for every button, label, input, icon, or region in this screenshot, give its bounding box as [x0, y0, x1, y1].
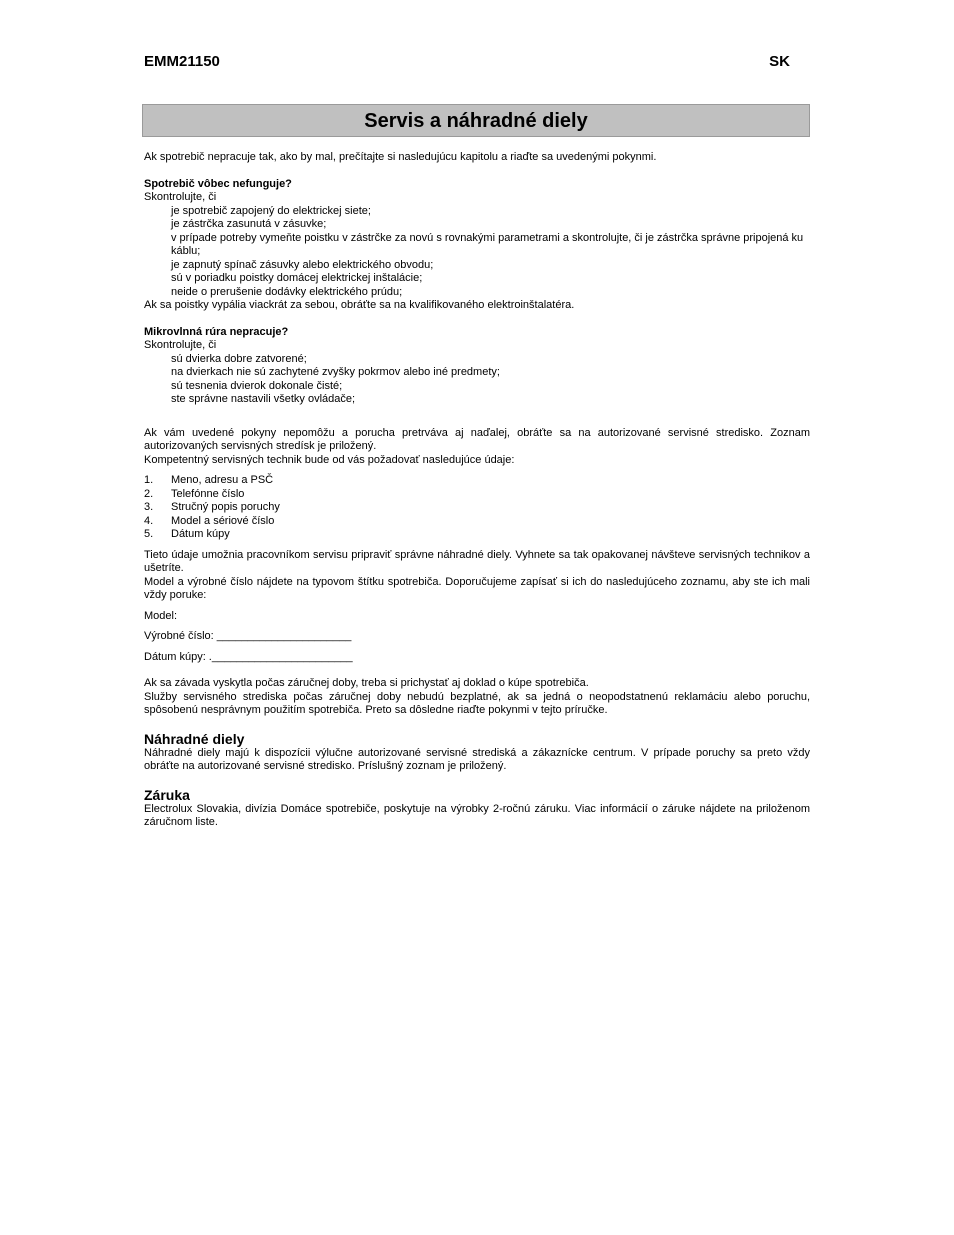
section1-item: je zástrčka zasunutá v zásuvke; [171, 218, 327, 230]
section2-item: sú dvierka dobre zatvorené; [171, 352, 307, 365]
list-text: Model a sériové číslo [171, 514, 275, 527]
list-item [144, 528, 810, 542]
list-item [144, 501, 810, 515]
section2-heading: Mikrovlnná rúra nepracuje? [144, 325, 289, 338]
section1-item: sú v poriadku poistky domácej elektrickej inštalácie; [171, 272, 423, 284]
section1-lead: Skontrolujte, či [144, 191, 217, 203]
list-text: Meno, adresu a PSČ [171, 474, 274, 486]
required-info-list [144, 474, 810, 542]
list-item [144, 474, 810, 488]
list-text: Stručný popis poruchy [171, 501, 280, 513]
list-number: 3. [144, 501, 154, 513]
service-paragraph: Model a výrobné číslo nájdete na typovom štítku spotrebiča. Doporučujeme zapísať si ich do nasledujúceho zoznamu, aby ste ich mali vždy poruke: [144, 575, 810, 601]
language-code: SK [769, 53, 790, 70]
section2-item: sú tesnenia dvierok dokonale čisté; [171, 379, 343, 392]
purchase-date-field: Dátum kúpy: ._______________________ [144, 650, 353, 663]
list-number: 2. [144, 487, 154, 500]
section1-item: je spotrebič zapojený do elektrickej siete; [171, 204, 371, 217]
service-paragraph: Ak vám uvedené pokyny nepomôžu a porucha pretrváva aj naďalej, obráťte sa na autorizované servisné stredisko. Zoznam autorizovaných servisných stredísk je priložený. [144, 426, 810, 452]
section1-footer: Ak sa poistky vypália viackrát za sebou, obráťte sa na kvalifikovaného elektroinštalatéra. [144, 299, 575, 311]
section2-lead: Skontrolujte, či [144, 339, 217, 351]
service-paragraph: Kompetentný servisných technik bude od vás požadovať nasledujúce údaje: [144, 453, 515, 466]
model-field: Model: [144, 609, 178, 622]
spare-parts-text: Náhradné diely majú k dispozícii výlučne autorizované servisné strediská a zákaznícke centrum. V prípade poruchy sa preto vždy obráťte na autorizované servisné stredisko. Príslušný zoznam je priložený. [144, 746, 810, 772]
intro-text: Ak spotrebič nepracuje tak, ako by mal, prečítajte si nasledujúcu kapitolu a riaďte sa uvedenými pokynmi. [144, 151, 657, 163]
list-number: 5. [144, 528, 154, 540]
service-paragraph: Služby servisného strediska počas záručnej doby nebudú bezplatné, ak sa jedná o neopodstatnenú reklamáciu alebo poruchu, spôsobenú nesprávnym použitím spotrebiča. Preto sa dôsledne riaďte pokynmi v tejto príručke. [144, 690, 810, 716]
section1-item: neide o prerušenie dodávky elektrického prúdu; [171, 285, 403, 298]
spare-parts-heading: Náhradné diely [144, 730, 245, 747]
list-item [144, 515, 810, 529]
warranty-text: Electrolux Slovakia, divízia Domáce spotrebiče, poskytuje na výrobky 2-ročnú záruku. Viac informácií o záruke nájdete na priloženom záručnom liste. [144, 802, 810, 828]
list-text: Dátum kúpy [171, 528, 230, 540]
page-title: Servis a náhradné diely [142, 104, 810, 137]
content [144, 151, 810, 830]
warranty-heading: Záruka [144, 786, 190, 803]
model-code: EMM21150 [144, 53, 220, 70]
section2-item: na dvierkach nie sú zachytené zvyšky pokrmov alebo iné predmety; [171, 366, 500, 378]
list-number: 1. [144, 474, 154, 486]
section1-heading: Spotrebič vôbec nefunguje? [144, 177, 292, 190]
service-paragraph: Ak sa závada vyskytla počas záručnej doby, treba si prichystať aj doklad o kúpe spotrebiča. [144, 677, 589, 689]
section1-item: je zapnutý spínač zásuvky alebo elektrického obvodu; [171, 258, 434, 271]
service-paragraph: Tieto údaje umožnia pracovníkom servisu pripraviť správne náhradné diely. Vyhnete sa tak opakovanej návšteve servisných technikov a ušetríte. [144, 548, 810, 574]
section1-item: v prípade potreby vymeňte poistku v zástrčke za novú s rovnakými parametrami a skontrolujte, či je zástrčka správne pripojená ku káblu; [171, 231, 804, 257]
serial-number-field: Výrobné číslo: ______________________ [144, 630, 352, 642]
section2-item: ste správne nastavili všetky ovládače; [171, 393, 356, 405]
list-item [144, 488, 810, 502]
list-number: 4. [144, 514, 154, 527]
list-text: Telefónne číslo [171, 487, 245, 500]
